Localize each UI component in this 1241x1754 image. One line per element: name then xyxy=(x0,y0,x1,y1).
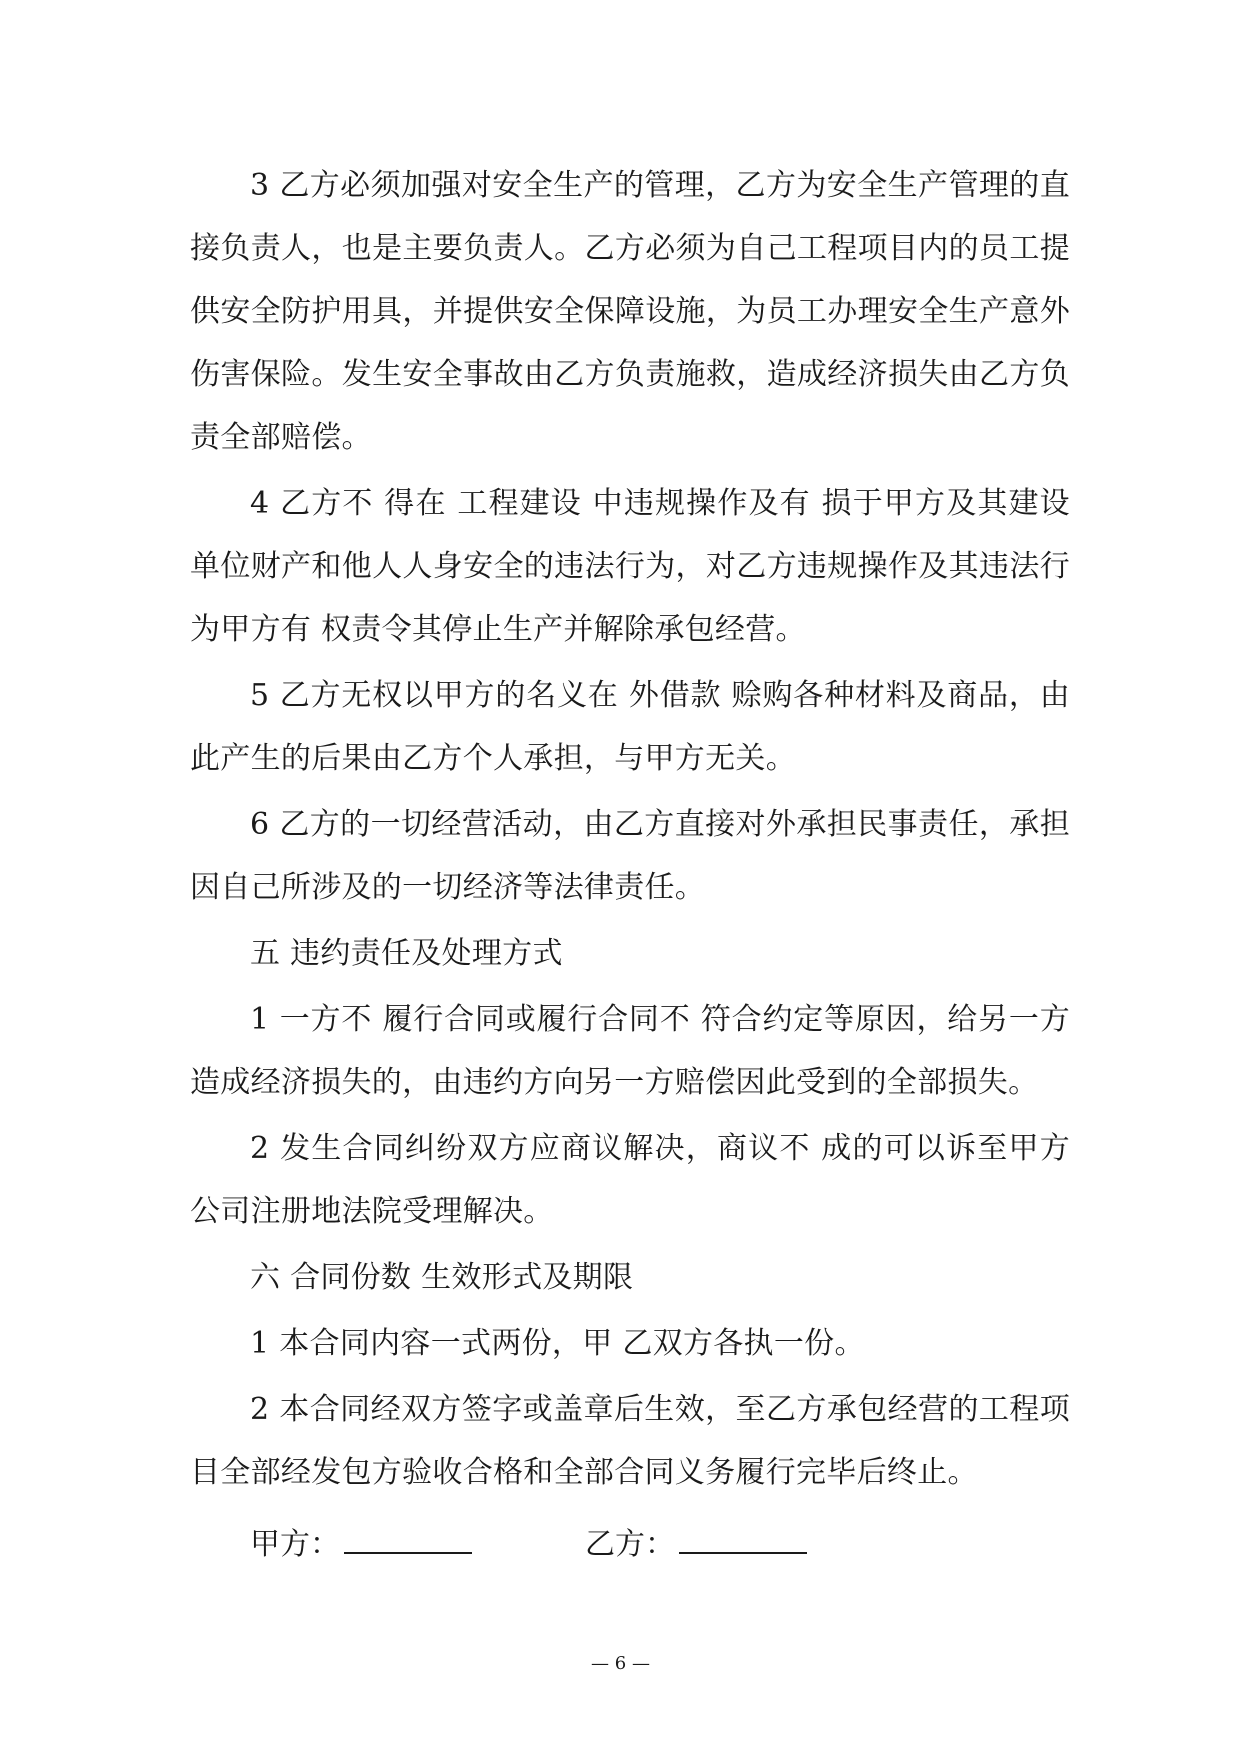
party-b-signature-line xyxy=(679,1522,807,1554)
signature-row xyxy=(250,1522,1050,1566)
section-6-item-1: 1 本合同内容一式两份，甲 乙双方各执一份。 xyxy=(250,1326,865,1361)
clause-6: 6 乙方的一切经营活动，由乙方直接对外承担民事责任，承担因自己所涉及的一切经济等法律责任。 xyxy=(190,807,1070,905)
page-number: — 6 — xyxy=(591,1653,650,1674)
section-5-item-1: 1 一方不 履行合同或履行合同不 符合约定等原因，给另一方造成经济损失的，由违约方向另一方赔偿因此受到的全部损失。 xyxy=(190,1002,1070,1100)
section-6-heading: 六 合同份数 生效形式及期限 xyxy=(250,1260,634,1295)
party-a-label: 甲方： xyxy=(250,1527,340,1562)
party-a-signature xyxy=(250,1522,472,1567)
party-b-signature xyxy=(585,1522,807,1567)
section-5-item-2: 2 发生合同纠纷双方应商议解决，商议不 成的可以诉至甲方公司注册地法院受理解决。 xyxy=(190,1131,1070,1229)
party-b-label: 乙方： xyxy=(585,1527,675,1562)
section-6-item-2: 2 本合同经双方签字或盖章后生效，至乙方承包经营的工程项目全部经发包方验收合格和全部合同义务履行完毕后终止。 xyxy=(190,1392,1070,1490)
clause-3: 3 乙方必须加强对安全生产的管理，乙方为安全生产管理的直接负责人，也是主要负责人。乙方必须为自己工程项目内的员工提供安全防护用具，并提供安全保障设施，为员工办理安全生产意外伤害保险。发生安全事故由乙方负责施救，造成经济损失由乙方负责全部赔偿。 xyxy=(190,168,1070,455)
section-5-heading: 五 违约责任及处理方式 xyxy=(250,936,563,971)
clause-5: 5 乙方无权以甲方的名义在 外借款 赊购各种材料及商品，由此产生的后果由乙方个人承担，与甲方无关。 xyxy=(190,678,1070,776)
party-a-signature-line xyxy=(344,1522,472,1554)
contract-body xyxy=(190,154,1070,1507)
clause-4: 4 乙方不 得在 工程建设 中违规操作及有 损于甲方及其建设单位财产和他人人身安全的违法行为，对乙方违规操作及其违法行为甲方有 权责令其停止生产并解除承包经营。 xyxy=(190,486,1070,647)
